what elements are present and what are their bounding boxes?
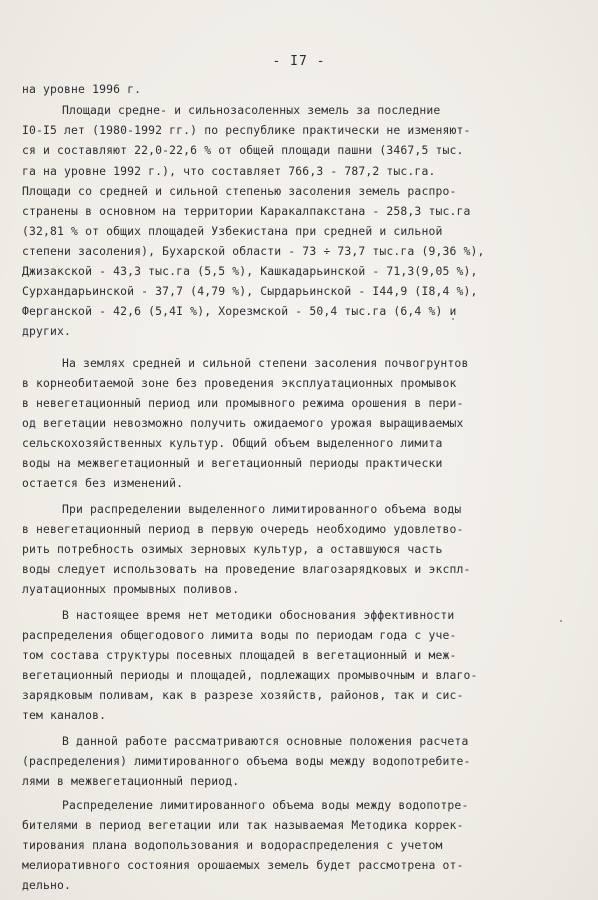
text-line: В настоящее время нет методики обоснования эффективности [62, 608, 455, 622]
text-line: га на уровне 1992 г.), что составляет 766,3 - 787,2 тыс.га. [22, 164, 436, 178]
text-line: I0-I5 лет (1980-1992 гг.) по республике практически не изменяют- [22, 123, 471, 137]
text-line: тем каналов. [22, 708, 107, 722]
text-line: В данной работе рассматриваются основные положения расчета [62, 734, 469, 748]
text-line: в корнеобитаемой зоне без проведения эксплуатационных промывок [22, 376, 457, 390]
paper-speck [452, 318, 454, 320]
text-line: дельно. [22, 878, 72, 892]
text-line: в невегетационный период или промывного режима орошения в пери- [22, 396, 464, 410]
text-line: Ферганской - 42,6 (5,4I %), Хорезмской - 50,4 тыс.га (6,4 %) и [22, 304, 457, 318]
text-line: на уровне 1996 г. [22, 82, 142, 96]
text-line: мелиоративного состояния орошаемых земель будет рассмотрена от- [22, 858, 464, 872]
text-line: (распределения) лимитированного объема воды между водопотребите- [22, 754, 471, 768]
paper-speck [560, 620, 562, 622]
page-number: - I7 - [272, 54, 326, 69]
text-line: (32,81 % от общих площадей Узбекистана при средней и сильной [22, 224, 443, 238]
text-line: воды на межвегетационный и вегетационный периоды практически [22, 456, 443, 470]
text-line: степени засоления), Бухарской области - 73 ÷ 73,7 тыс.га (9,36 %), [22, 244, 485, 258]
text-line: зарядковым поливам, как в разрезе хозяйств, районов, так и сис- [22, 688, 464, 702]
text-line: рить потребность озимых зерновых культур, а оставшуюся часть [22, 542, 443, 556]
text-line: од вегетации невозможно получить ожидаемого урожая выращиваемых [22, 416, 464, 430]
text-line: лями в межвегетационный период. [22, 774, 240, 788]
text-line: воды следует использовать на проведение влагозарядковых и экспл- [22, 562, 471, 576]
text-line: Площади средне- и сильнозасоленных земель за последние [62, 103, 441, 117]
text-line: ся и составляют 22,0-22,6 % от общей площади пашни (3467,5 тыс. [22, 143, 464, 157]
text-line: тирования плана водопользования и водораспределения с учетом [22, 838, 443, 852]
text-line: сельскохозяйственных культур. Общий объем выделенного лимита [22, 436, 443, 450]
text-line: распределения общегодового лимита воды по периодам года с уче- [22, 628, 457, 642]
text-line: луатационных промывных поливов. [22, 582, 240, 596]
text-line: странены в основном на территории Каракалпакстана - 258,3 тыс.га [22, 204, 471, 218]
text-line: том состава структуры посевных площадей в вегетационный и меж- [22, 648, 457, 662]
text-line: Сурхандарьинской - 37,7 (4,79 %), Сырдарьинской - I44,9 (I8,4 %), [22, 284, 478, 298]
text-line: в невегетационный период в первую очередь необходимо удовлетво- [22, 522, 464, 536]
text-line: На землях средней и сильной степени засоления почвогрунтов [62, 356, 469, 370]
text-line: вегетационный периоды и площадей, подлежащих промывочным и влаго- [22, 668, 478, 682]
text-line: При распределении выделенного лимитированного объема воды [62, 502, 462, 516]
text-line: Джизакской - 43,3 тыс.га (5,5 %), Кашкадарьинской - 71,3(9,05 %), [22, 264, 478, 278]
text-line: бителями в период вегетации или так называемая Методика коррек- [22, 818, 464, 832]
text-line: Площади со средней и сильной степенью засоления земель распро- [22, 184, 457, 198]
text-line: Распределение лимитированного объема воды между водопотре- [62, 798, 469, 812]
text-line: остается без изменений. [22, 476, 184, 490]
text-line: других. [22, 324, 72, 338]
